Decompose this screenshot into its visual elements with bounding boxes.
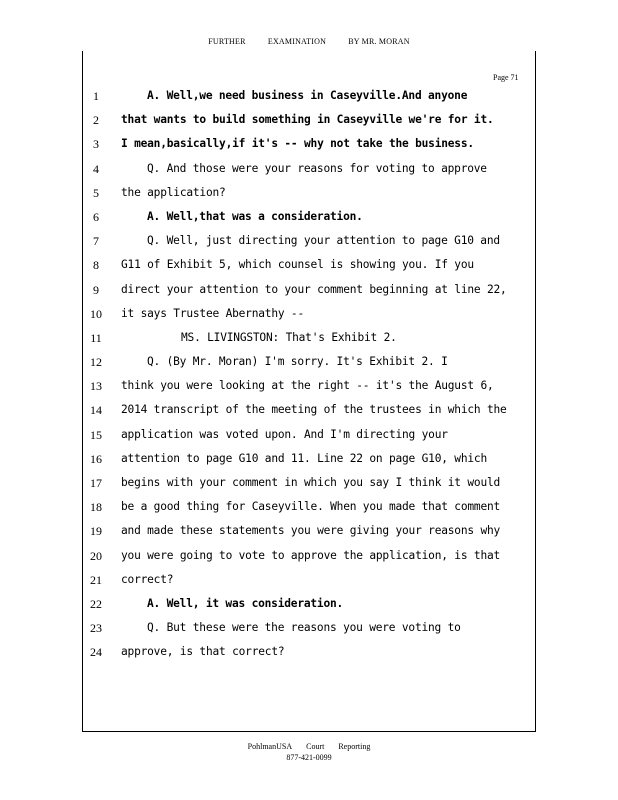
transcript-line-question: think you were looking at the right -- it's the August 6, <box>121 379 494 393</box>
transcript-line-answer: A. Well, it was consideration. <box>147 596 344 610</box>
transcript-line-question: it says Trustee Abernathy -- <box>121 306 304 320</box>
transcript-body <box>121 84 531 665</box>
line-number: 15 <box>90 427 102 442</box>
transcript-line-question: correct? <box>121 572 174 586</box>
transcript-line-question: the application? <box>121 185 226 199</box>
line-number-column <box>86 84 106 665</box>
transcript-line-answer: that wants to build something in Caseyville we're for it. <box>121 113 494 127</box>
line-number: 13 <box>90 379 102 394</box>
line-number: 21 <box>90 572 102 587</box>
transcript-line-answer: A. Well,that was a consideration. <box>147 209 363 223</box>
line-number: 2 <box>93 113 99 128</box>
line-number: 19 <box>90 524 102 539</box>
line-number: 23 <box>90 621 102 636</box>
line-number: 4 <box>93 161 99 176</box>
footer-reporting: Reporting <box>338 742 371 751</box>
line-number: 12 <box>90 355 102 370</box>
transcript-line-question: Q. (By Mr. Moran) I'm sorry. It's Exhibit 2. I <box>147 355 448 369</box>
line-number: 14 <box>90 403 102 418</box>
line-number: 20 <box>90 548 102 563</box>
transcript-line-question: 2014 transcript of the meeting of the trustees in which the <box>121 403 507 417</box>
line-number: 9 <box>93 282 99 297</box>
page-header <box>0 37 618 46</box>
line-number: 6 <box>93 209 99 224</box>
transcript-line-answer: A. Well,we need business in Caseyville.And anyone <box>147 89 468 102</box>
page-number: Page 71 <box>493 73 519 82</box>
line-number: 22 <box>90 596 102 611</box>
header-further: FURTHER <box>208 37 246 46</box>
transcript-line-question: you were going to vote to approve the application, is that <box>121 548 501 562</box>
transcript-line-colloquy: MS. LIVINGSTON: That's Exhibit 2. <box>181 330 397 344</box>
transcript-line-question: Q. And those were your reasons for voting to approve <box>147 161 487 175</box>
transcript-line-question: begins with your comment in which you say I think it would <box>121 476 501 489</box>
footer-company: PohlmanUSA <box>247 742 293 751</box>
transcript-line-question: G11 of Exhibit 5, which counsel is showing you. If you <box>121 258 474 272</box>
line-number: 7 <box>93 234 99 249</box>
line-number: 5 <box>93 185 99 200</box>
header-examination: EXAMINATION <box>267 37 327 46</box>
line-number: 24 <box>90 645 102 660</box>
transcript-line-answer: I mean,basically,if it's -- why not take the business. <box>121 137 474 151</box>
line-number: 11 <box>90 330 102 345</box>
transcript-line-question: be a good thing for Caseyville. When you made that comment <box>121 500 501 514</box>
transcript-line-question: Q. But these were the reasons you were voting to <box>147 621 461 635</box>
line-number: 18 <box>90 500 102 515</box>
transcript-line-question: attention to page G10 and 11. Line 22 on page G10, which <box>121 451 487 465</box>
line-number: 8 <box>93 258 99 273</box>
line-number: 17 <box>90 476 102 490</box>
transcript-line-question: approve, is that correct? <box>121 645 285 659</box>
footer-phone: 877-421-0099 <box>286 753 332 762</box>
header-by: BY MR. MORAN <box>348 37 410 46</box>
line-number: 16 <box>90 451 102 466</box>
line-number: 1 <box>93 89 99 103</box>
line-number: 3 <box>93 137 99 152</box>
transcript-line-question: application was voted upon. And I'm directing your <box>121 427 448 441</box>
transcript-line-question: Q. Well, just directing your attention to page G10 and <box>147 234 500 248</box>
footer-court: Court <box>306 742 325 751</box>
transcript-line-question: direct your attention to your comment beginning at line 22, <box>121 282 507 296</box>
line-number: 10 <box>90 306 102 321</box>
page-footer <box>0 741 618 763</box>
transcript-line-question: and made these statements you were giving your reasons why <box>121 524 501 538</box>
